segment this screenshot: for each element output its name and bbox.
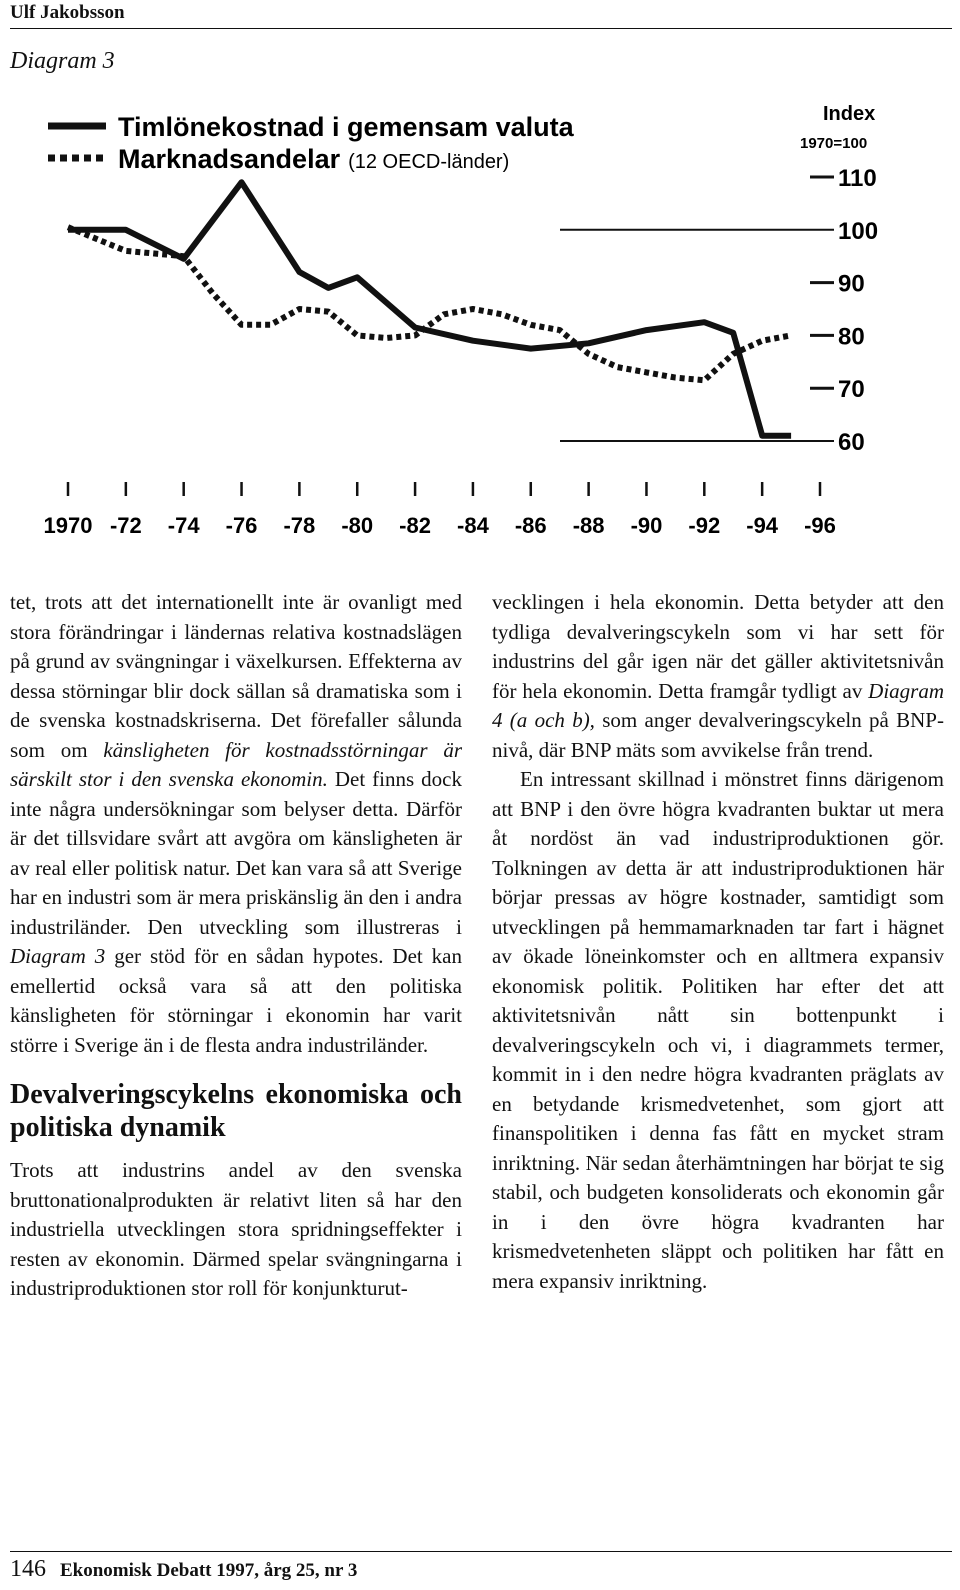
section-heading: Devalveringscykelns ekonomiska och politiska dynamik	[10, 1079, 462, 1143]
y-axis-subtitle: 1970=100	[800, 135, 868, 152]
y-tick-label: 110	[838, 165, 877, 192]
chart-series	[68, 182, 791, 435]
left-paragraph-2: Trots att industrins andel av den svenska bruttonationalprodukten är relativt liten så har den industriella utvecklingen stora spridningseffekter i resten av ekonomin. Därmed spelar svängningarna i industriproduktionen stor roll för konjunkturut-	[10, 1158, 462, 1300]
legend-label-wage-cost: Timlönekostnad i gemensam valuta	[118, 112, 574, 142]
right-column	[492, 588, 944, 1296]
y-axis	[560, 165, 878, 456]
y-tick-label: 80	[838, 323, 865, 351]
left-paragraph-1: tet, trots att det internationellt inte är ovanligt med stora förändringar i ländernas relativa kostnadslägen på grund av svängningar i växelkursen. Effekterna av dessa störningar blir dock sällan så dramatiska som i de svenska kostnadskriserna. Det förefaller sålunda som om känsligheten för kostnadsstörningar är särskilt stor i den svenska ekonomin. Det finns dock inte några undersökningar som belyser detta. Därför är det tillsvidare svårt att avgöra om känsligheten är av real eller politisk natur. Det kan vara så att Sverige har en industri som är mera priskänslig än den i andra industriländer. Den utveckling som illustreras i Diagram 3 ger stöd för en sådan hypotes. Det kan emellertid också vara så att den politiska känsligheten för störningar i ekonomin har varit större i Sverige än i de flesta andra industriländer.	[10, 590, 463, 1057]
y-tick-label: 100	[838, 217, 879, 245]
x-tick-label: -94	[746, 513, 779, 538]
series-line-wage-cost	[68, 182, 791, 435]
x-axis	[44, 482, 836, 538]
x-tick-label: -90	[630, 513, 663, 538]
legend-label-market-share: Marknadsandelar (12 OECD-länder)	[118, 144, 510, 174]
x-tick-label: -92	[688, 513, 721, 538]
right-paragraph-1: vecklingen i hela ekonomin. Detta betyder att den tydliga devalveringscykeln som vi har sett för industrins del går igen när det gäller aktivitetsnivån för hela ekonomin. Detta framgår tydligt av Diagram 4 (a och b), som anger devalveringscykeln på BNP-nivå, där BNP mäts som avvikelse från trend.	[492, 590, 944, 762]
x-tick-label: -88	[572, 513, 605, 538]
running-header-author: Ulf Jakobsson	[10, 2, 125, 23]
right-paragraph-2: En intressant skillnad i mönstret finns därigenom att BNP i den övre högra kvadranten buktar ut mera åt nordöst än vad industriproduktionen gör. Tolkningen av detta är att industriproduktionen här börjar pressas av högre kostnader, samtidigt som utvecklingen på hemmamarknaden tar fart i hägnet av ökade löneinkomster och en alltmera expansiv ekonomisk politik. Politiken har efter det att aktivitetsnivån nått sin bottenpunkt i devalveringscykeln och vi, i diagrammets termer, kommit in i den nedre högra kvadranten präglats av en betydande krismedvetenhet, som gjort att finanspolitiken i denna fas fått en mycket stram inriktning. När sedan återhämtningen har börjat te sig stabil, och budgeten konsoliderats och ekonomin går in i den övre högra kvadranten har krismedvetenheten släppt och politiken har fått en mera expansiv inriktning.	[492, 767, 944, 1293]
y-tick-label: 60	[838, 429, 865, 456]
chart-legend	[48, 112, 575, 174]
x-tick-label: -82	[399, 513, 431, 538]
page-footer	[10, 1556, 357, 1583]
header-rule	[10, 28, 952, 29]
diagram-3-chart	[0, 90, 960, 550]
left-column	[10, 588, 462, 1304]
journal-citation: Ekonomisk Debatt 1997, årg 25, nr 3	[60, 1560, 358, 1581]
series-line-market-share	[68, 227, 791, 380]
x-tick-label: -86	[514, 513, 547, 538]
y-tick-label: 70	[838, 376, 865, 404]
x-tick-label: -78	[283, 513, 316, 538]
x-tick-label: -96	[804, 513, 836, 538]
footer-rule	[10, 1551, 952, 1552]
diagram-label: Diagram 3	[10, 48, 115, 74]
page-number: 146	[10, 1556, 46, 1582]
y-tick-label: 90	[838, 270, 865, 298]
x-tick-label: 1970	[43, 513, 93, 538]
y-axis-title: Index	[823, 103, 876, 125]
x-tick-label: -84	[457, 513, 489, 538]
x-tick-label: -80	[341, 513, 374, 538]
x-tick-label: -74	[167, 513, 200, 538]
x-tick-label: -72	[109, 513, 142, 538]
x-tick-label: -76	[225, 513, 258, 538]
